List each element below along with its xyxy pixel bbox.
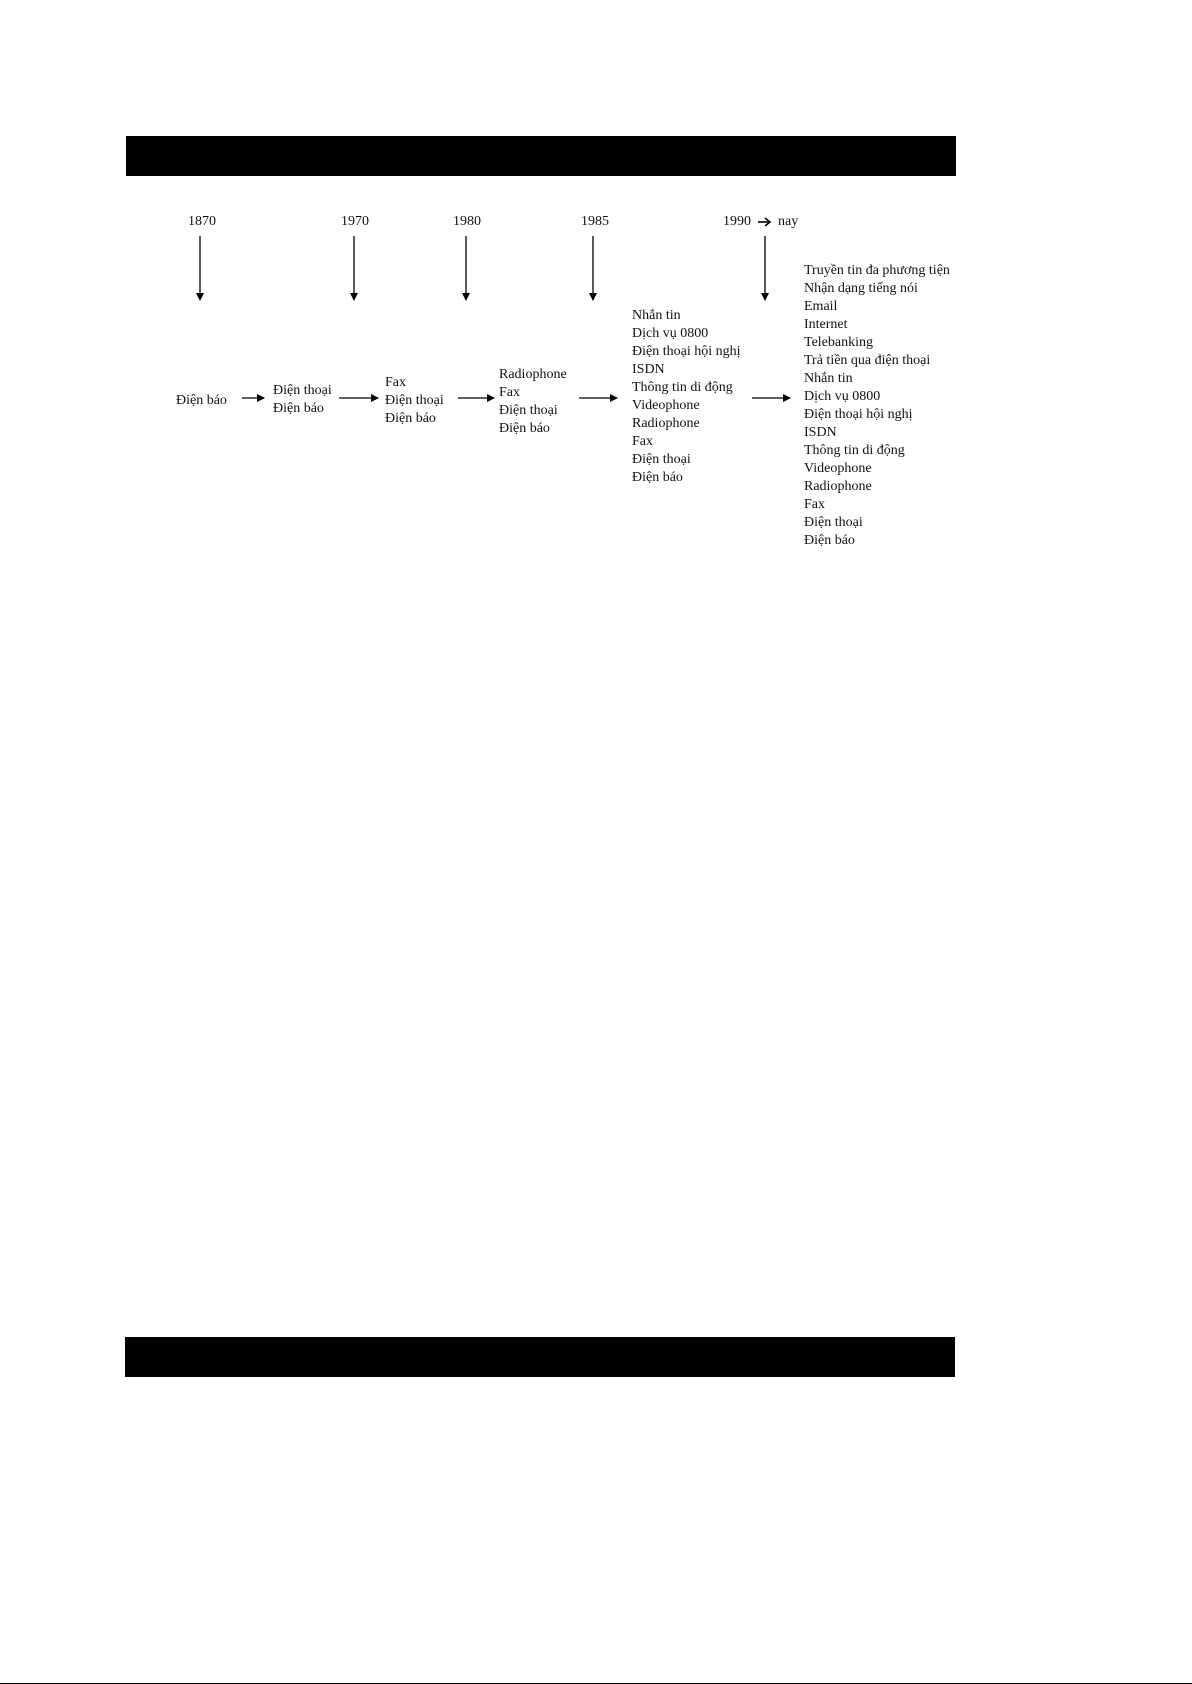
service-item: Dịch vụ 0800 — [804, 389, 881, 404]
year-label-1870: 1870 — [188, 214, 216, 229]
stage-6-list — [804, 262, 950, 550]
stage-1-list — [176, 392, 227, 410]
year-label-1985: 1985 — [581, 214, 609, 229]
service-item: Fax — [804, 497, 825, 512]
stage-2-list — [273, 382, 332, 418]
service-item: Điện báo — [632, 470, 683, 485]
service-item: Radiophone — [804, 479, 872, 494]
timeline-arrows — [0, 0, 1192, 600]
service-item: Thông tin di động — [632, 380, 733, 395]
service-item: Nhắn tin — [632, 308, 681, 323]
year-label-1990-value: 1990 — [723, 214, 751, 229]
stage-4-list — [499, 366, 567, 438]
service-item: Videophone — [804, 461, 872, 476]
service-item: Radiophone — [499, 367, 567, 382]
service-item: Điện báo — [176, 393, 227, 408]
service-item: Videophone — [632, 398, 700, 413]
service-item: Telebanking — [804, 335, 873, 350]
stage-5-list — [632, 307, 741, 487]
service-item: Fax — [632, 434, 653, 449]
service-item: Fax — [499, 385, 520, 400]
year-label-1980: 1980 — [453, 214, 481, 229]
service-item: Internet — [804, 317, 848, 332]
service-item: Điện thoại — [499, 403, 558, 418]
year-label-1990 — [723, 213, 798, 231]
service-item: Thông tin di động — [804, 443, 905, 458]
right-arrow-icon — [757, 216, 773, 228]
service-item: Điện thoại — [632, 452, 691, 467]
service-item: Điện thoại hội nghị — [632, 344, 741, 359]
service-item: Điện thoại — [385, 393, 444, 408]
service-item: Fax — [385, 375, 406, 390]
service-item: Nhắn tin — [804, 371, 853, 386]
service-item: ISDN — [632, 362, 665, 377]
service-item: Email — [804, 299, 838, 314]
service-item: Dịch vụ 0800 — [632, 326, 709, 341]
service-item: Điện thoại — [273, 383, 332, 398]
service-item: Điện báo — [804, 533, 855, 548]
service-item: Điện báo — [273, 401, 324, 416]
service-item: Điện thoại — [804, 515, 863, 530]
service-item: Điện báo — [385, 411, 436, 426]
stage-3-list — [385, 374, 444, 428]
service-item: Trả tiền qua điện thoại — [804, 353, 931, 368]
service-item: Điện báo — [499, 421, 550, 436]
service-item: Nhận dạng tiếng nói — [804, 281, 918, 296]
year-label-1990-suffix: nay — [778, 214, 799, 229]
service-item: Điện thoại hội nghị — [804, 407, 913, 422]
service-item: ISDN — [804, 425, 837, 440]
bottom-header-bar — [125, 1337, 955, 1377]
service-item: Truyền tin đa phương tiện — [804, 263, 950, 278]
service-item: Radiophone — [632, 416, 700, 431]
year-label-1970: 1970 — [341, 214, 369, 229]
